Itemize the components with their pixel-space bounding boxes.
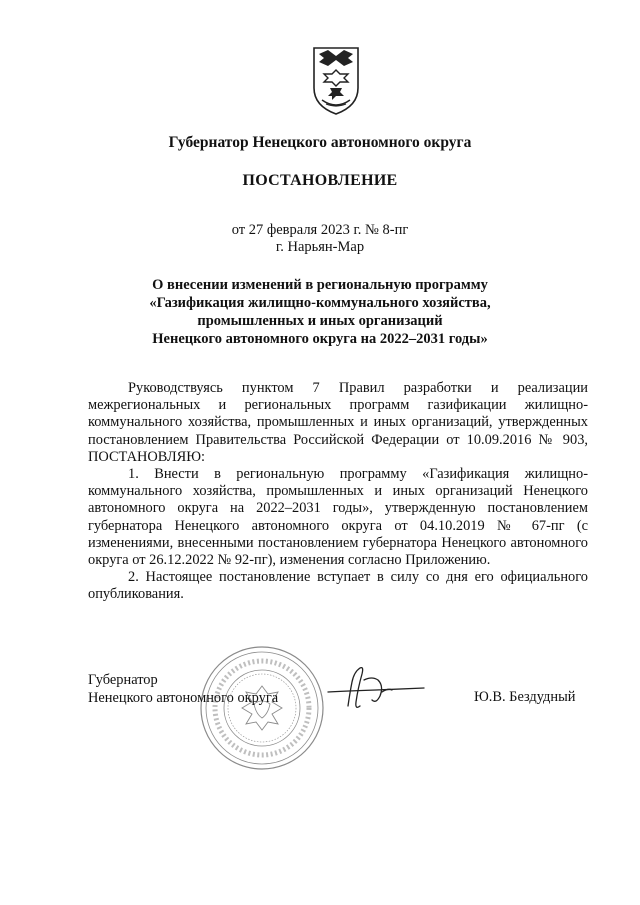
- document-subject: [0, 276, 640, 348]
- clause-2-paragraph: 2. Настоящее постановление вступает в силу со дня его официального опубликования.: [88, 569, 588, 603]
- document-type: ПОСТАНОВЛЕНИЕ: [242, 172, 398, 189]
- signatory-title-line: Ненецкого автономного округа: [88, 689, 279, 706]
- document-date-number: от 27 февраля 2023 г. № 8-пг: [231, 222, 409, 238]
- document-body: [88, 380, 588, 604]
- subject-line: О внесении изменений в региональную программу: [152, 277, 488, 293]
- handwritten-signature-icon: [326, 662, 426, 714]
- signatory-title: [88, 672, 278, 707]
- preamble-paragraph: Руководствуясь пунктом 7 Правил разработки и реализации межрегиональных и региональных программ газификации жилищно-коммунального хозяйства, промышленных и иных организаций, утвержденных постановлением Правительства Российской Федерации от 10.09.2016 № 903, ПОСТАНОВЛЯЮ:: [88, 380, 588, 465]
- signatory-name: Ю.В. Бездудный: [474, 689, 576, 705]
- coat-of-arms-icon: [310, 44, 362, 116]
- document-place: г. Нарьян-Мар: [275, 239, 365, 255]
- clause-1-paragraph: 1. Внести в региональную программу «Газификация жилищно-коммунального хозяйства, промышленных и иных организаций Ненецкого автономного округа на 2022–2031 годы», утвержденную постановлением губернатора Ненецкого автономного округа от 04.10.2019 № 67-пг (с изменениями, внесенными постановлением губернатора Ненецкого автономного округа от 26.12.2022 № 92-пг), изменения согласно Приложению.: [88, 466, 588, 569]
- subject-line: промышленных и иных организаций: [197, 313, 443, 329]
- official-seal-icon: [198, 644, 326, 772]
- date-place-block: [0, 222, 640, 256]
- subject-line: «Газификация жилищно-коммунального хозяйства,: [149, 295, 491, 311]
- subject-line: Ненецкого автономного округа на 2022–2031 годы»: [152, 331, 488, 347]
- signatory-title-line: Губернатор: [88, 672, 158, 688]
- issuing-authority: Губернатор Ненецкого автономного округа: [168, 134, 472, 151]
